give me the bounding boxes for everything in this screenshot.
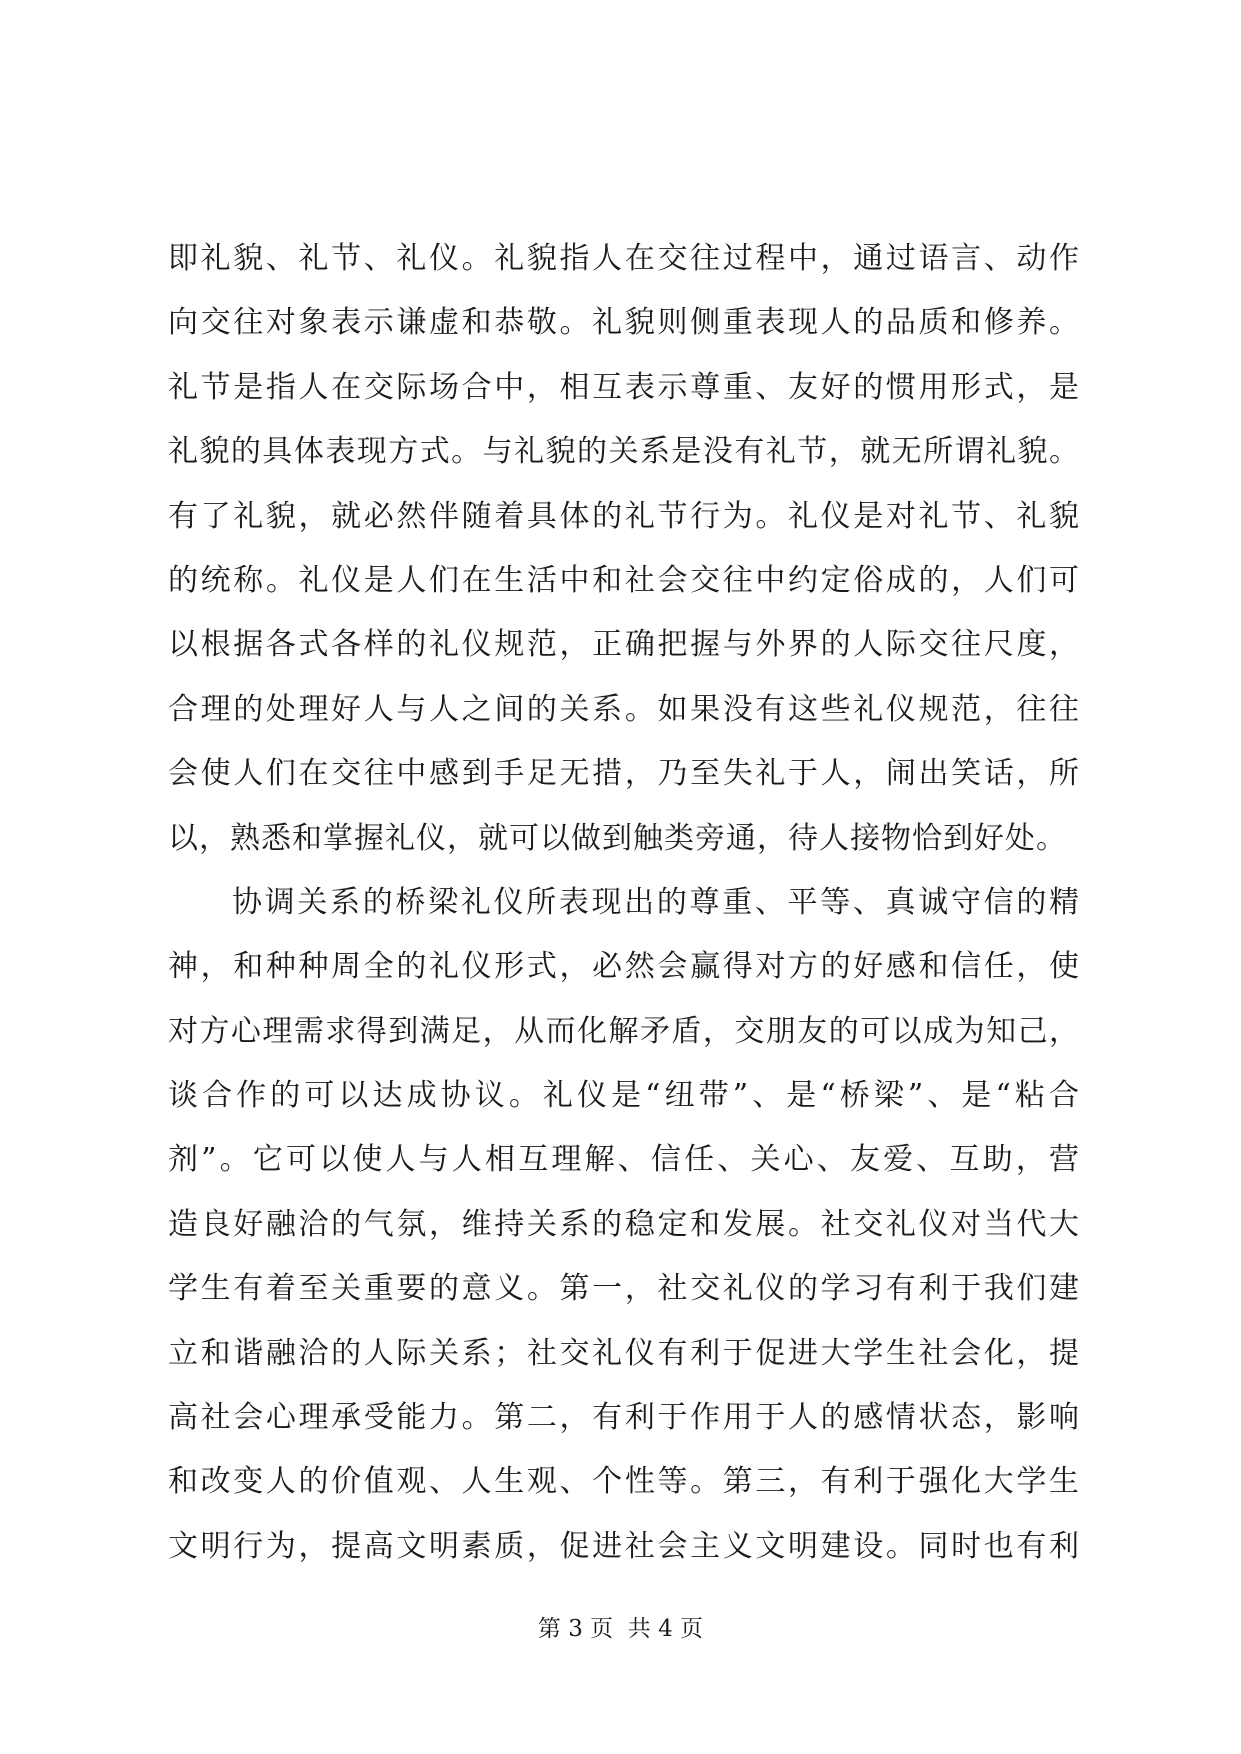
text-line: 协调关系的桥梁礼仪所表现出的尊重、平等、真诚守信的精: [232, 884, 1080, 920]
text-line: 合理的处理好人与人之间的关系。如果没有这些礼仪规范，往往: [168, 691, 1080, 727]
text-line: 神，和种种周全的礼仪形式，必然会赢得对方的好感和信任，使: [168, 949, 1080, 985]
text-line: 礼节是指人在交际场合中，相互表示尊重、友好的惯用形式，是: [168, 369, 1080, 405]
text-line: 向交往对象表示谦虚和恭敬。礼貌则侧重表现人的品质和修养。: [168, 305, 1080, 341]
text-line: 文明行为，提高文明素质，促进社会主义文明建设。同时也有利: [168, 1528, 1080, 1564]
text-line: 的统称。礼仪是人们在生活中和社会交往中约定俗成的，人们可: [168, 562, 1080, 598]
page-number-label: 第 3 页 共 4 页: [537, 1616, 704, 1642]
text-line: 学生有着至关重要的意义。第一，社交礼仪的学习有利于我们建: [168, 1271, 1080, 1307]
text-line: 以，熟悉和掌握礼仪，就可以做到触类旁通，待人接物恰到好处。: [168, 820, 1067, 856]
text-line: 以根据各式各样的礼仪规范，正确把握与外界的人际交往尺度，: [168, 627, 1080, 663]
text-line: 剂”。它可以使人与人相互理解、信任、关心、友爱、互助，营: [168, 1142, 1080, 1178]
text-line: 和改变人的价值观、人生观、个性等。第三，有利于强化大学生: [168, 1464, 1080, 1500]
text-line: 立和谐融洽的人际关系；社交礼仪有利于促进大学生社会化，提: [168, 1335, 1080, 1371]
paragraph-1: [168, 227, 1080, 871]
text-line: 造良好融洽的气氛，维持关系的稳定和发展。社交礼仪对当代大: [168, 1206, 1080, 1242]
text-line: 即礼貌、礼节、礼仪。礼貌指人在交往过程中，通过语言、动作: [168, 241, 1080, 276]
document-body: [168, 227, 1080, 1579]
text-line: 礼貌的具体表现方式。与礼貌的关系是没有礼节，就无所谓礼貌。: [168, 434, 1080, 470]
text-line: 会使人们在交往中感到手足无措，乃至失礼于人，闹出笑话，所: [168, 756, 1080, 792]
paragraph-2: [168, 871, 1080, 1579]
text-line: 有了礼貌，就必然伴随着具体的礼节行为。礼仪是对礼节、礼貌: [168, 498, 1080, 534]
text-line: 高社会心理承受能力。第二，有利于作用于人的感情状态，影响: [168, 1400, 1080, 1436]
page-footer: [0, 1614, 1241, 1644]
text-line: 谈合作的可以达成协议。礼仪是“纽带”、是“桥梁”、是“粘合: [168, 1078, 1080, 1114]
text-line: 对方心理需求得到满足，从而化解矛盾，交朋友的可以成为知己，: [168, 1013, 1080, 1049]
